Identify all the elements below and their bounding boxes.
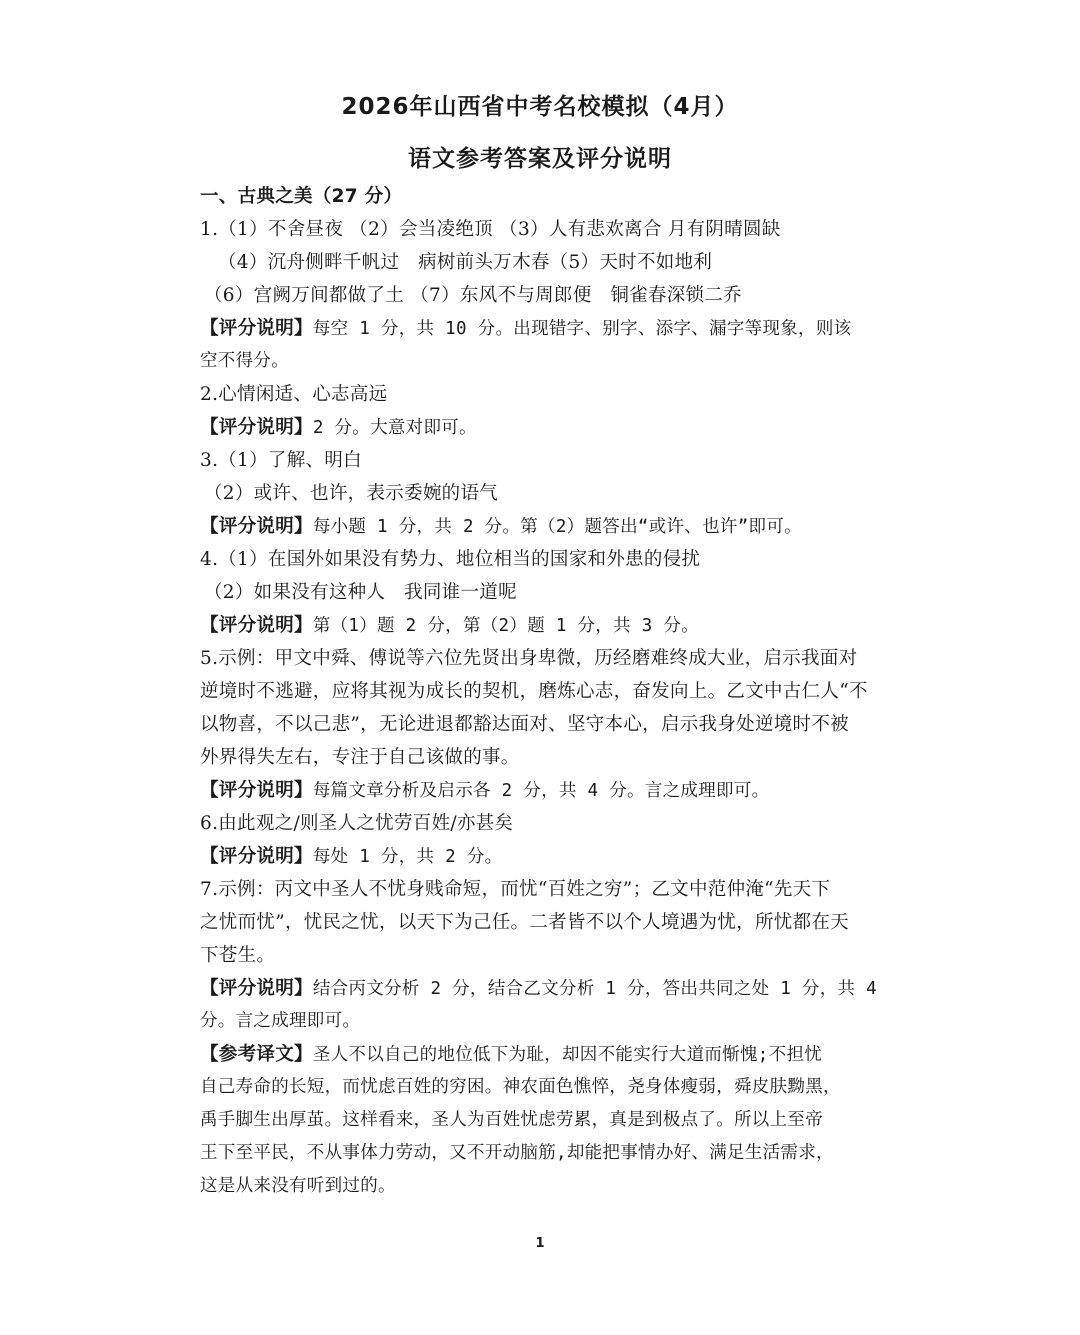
page-number: 1 bbox=[535, 1236, 545, 1251]
answer-line: 4.（1）在国外如果没有势力、地位相当的国家和外患的侵扰 bbox=[200, 549, 701, 570]
scoring-note-line bbox=[200, 510, 890, 543]
scoring-note-line bbox=[200, 312, 890, 345]
answer-content bbox=[200, 180, 890, 1203]
answer-line: 6.由此观之/则圣人之忧劳百姓/亦甚矣 bbox=[200, 813, 514, 834]
note-tag: 【评分说明】 bbox=[200, 615, 313, 636]
note-text: 第（1）题 2 分，第（2）题 1 分，共 3 分。 bbox=[312, 616, 700, 636]
note-tag: 【评分说明】 bbox=[200, 417, 313, 438]
scoring-note-line bbox=[200, 774, 890, 807]
answer-line: （2）如果没有这种人 我同谁一道呢 bbox=[204, 582, 517, 603]
note-text: 每处 1 分，共 2 分。 bbox=[312, 847, 503, 867]
note-text: 每小题 1 分，共 2 分。第（2）题答出“或许、也许”即可。 bbox=[312, 517, 802, 537]
scoring-note-continuation: 分。言之成理即可。 bbox=[200, 1011, 361, 1031]
note-tag: 【参考译文】 bbox=[200, 1044, 313, 1065]
scoring-note-continuation: 这是从来没有听到过的。 bbox=[200, 1176, 396, 1196]
answer-line: 5.示例：甲文中舜、傅说等六位先贤出身卑微，历经磨难终成大业，启示我面对 bbox=[200, 648, 858, 669]
scoring-note-line bbox=[200, 972, 890, 1005]
answer-line: （4）沉舟侧畔千帆过 病树前头万木春（5）天时不如地利 bbox=[218, 252, 713, 273]
note-text: 结合丙文分析 2 分，结合乙文分析 1 分，答出共同之处 1 分，共 4 bbox=[312, 979, 878, 999]
section-heading: 一、古典之美（27 分） bbox=[200, 186, 403, 207]
answer-line: 逆境时不逃避，应将其视为成长的契机，磨炼心志，奋发向上。乙文中古仁人“不 bbox=[200, 681, 868, 702]
note-text: 每篇文章分析及启示各 2 分，共 4 分。言之成理即可。 bbox=[312, 781, 770, 801]
document-title: 2026年山西省中考名校模拟（4月） bbox=[341, 94, 739, 120]
scoring-note-line bbox=[200, 411, 890, 444]
note-tag: 【评分说明】 bbox=[200, 318, 313, 339]
scoring-note-line bbox=[200, 609, 890, 642]
note-tag: 【评分说明】 bbox=[200, 846, 313, 867]
answer-line: 7.示例：丙文中圣人不忧身贱命短，而忧“百姓之穷”；乙文中范仲淹“先天下 bbox=[200, 879, 831, 900]
answer-line: 下苍生。 bbox=[200, 945, 276, 966]
note-tag: 【评分说明】 bbox=[200, 780, 313, 801]
scoring-note-continuation: 王下至平民，不从事体力劳动，又不开动脑筋,却能把事情办好、满足生活需求， bbox=[200, 1143, 834, 1163]
answer-line: 外界得失左右，专注于自己该做的事。 bbox=[200, 747, 520, 768]
answer-line: 2.心情闲适、心志高远 bbox=[200, 384, 388, 405]
scoring-note-continuation: 空不得分。 bbox=[200, 351, 289, 371]
document-subtitle: 语文参考答案及评分说明 bbox=[408, 146, 672, 172]
scoring-note-line bbox=[200, 840, 890, 873]
answer-line: 之忧而忧”，忧民之忧，以天下为己任。二者皆不以个人境遇为忧，所忧都在天 bbox=[200, 912, 849, 933]
scoring-note-line bbox=[200, 1038, 890, 1071]
note-text: 每空 1 分，共 10 分。出现错字、别字、添字、漏字等现象，则该 bbox=[312, 319, 852, 339]
note-tag: 【评分说明】 bbox=[200, 978, 313, 999]
answer-line: 3.（1）了解、明白 bbox=[200, 450, 362, 471]
scoring-note-continuation: 禹手脚生出厚茧。这样看来，圣人为百姓忧虑劳累，真是到极点了。所以上至帝 bbox=[200, 1110, 823, 1130]
note-text: 2 分。大意对即可。 bbox=[312, 418, 477, 438]
note-tag: 【评分说明】 bbox=[200, 516, 313, 537]
answer-line: （2）或许、也许，表示委婉的语气 bbox=[204, 483, 499, 504]
answer-line: 1.（1）不舍昼夜 （2）会当凌绝顶 （3）人有悲欢离合 月有阴晴圆缺 bbox=[200, 219, 781, 240]
answer-line: （6）宫阙万间都做了土 （7）东风不与周郎便 铜雀春深锁二乔 bbox=[204, 285, 742, 306]
note-text: 圣人不以自己的地位低下为耻，却因不能实行大道而惭愧;不担忧 bbox=[312, 1045, 823, 1065]
answer-lines bbox=[200, 213, 890, 1203]
scoring-note-continuation: 自己寿命的长短，而忧虑百姓的穷困。神农面色憔悴，尧身体瘦弱，舜皮肤黝黑， bbox=[200, 1077, 841, 1097]
answer-line: 以物喜，不以己悲”，无论进退都豁达面对、坚守本心，启示我身处逆境时不被 bbox=[200, 714, 849, 735]
